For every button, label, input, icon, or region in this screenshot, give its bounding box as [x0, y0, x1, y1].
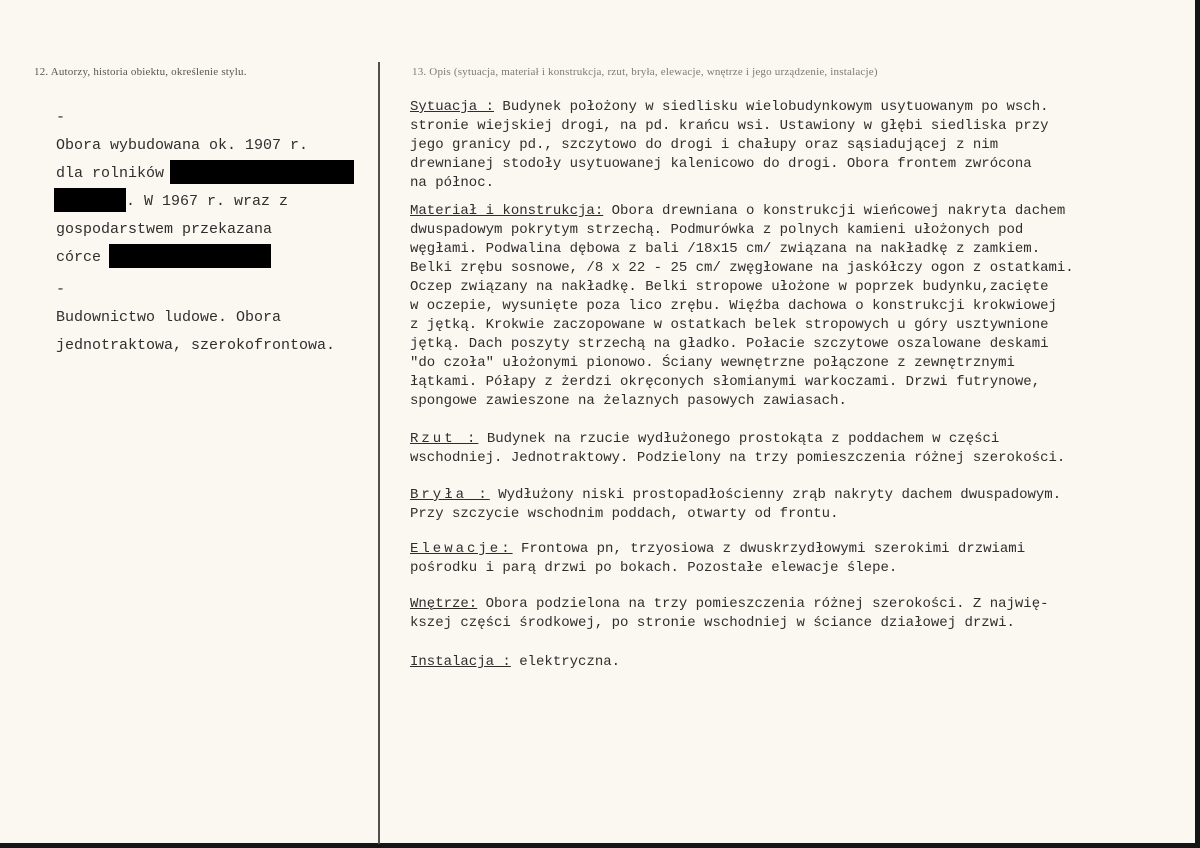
text-line: kszej części środkowej, po stronie wschodniej w ściance działowej drzwi.: [410, 615, 1015, 631]
text-line: Wnętrze: Obora podzielona na trzy pomieszczenia różnej szerokości. Z najwię-: [410, 596, 1049, 612]
text-line: na północ.: [410, 175, 495, 191]
text-line: dwuspadowym pokrytym strzechą. Podmurówka z polnych kamieni ułożonych pod: [410, 222, 1024, 238]
text-line: łątkami. Półapy z żerdzi okręconych słomianymi warkoczami. Drzwi futrynowe,: [410, 374, 1041, 390]
redaction-daughter-name: [109, 244, 271, 268]
text-line: Bryła : Wydłużony niski prostopadłościenny zrąb nakryty dachem dwuspadowym.: [410, 487, 1062, 503]
text-line: Instalacja : elektryczna.: [410, 654, 621, 670]
history-line-5-text: córce: [56, 249, 102, 266]
section-sytuacja: [410, 98, 1190, 193]
history-item-construction: [34, 104, 364, 272]
text-line: jętką. Dach poszyty strzechą na gładko. Połacie szczytowe oszalowane deskami: [410, 336, 1049, 352]
history-line-4: gospodarstwem przekazana: [56, 221, 273, 238]
column-divider: [378, 62, 380, 844]
label-wnetrze: Wnętrze:: [410, 596, 478, 612]
section-instalacja: [410, 653, 1190, 672]
text-line: "do czoła" ułożonymi pionowo. Ściany wewnętrzne połączone z zewnętrznymi: [410, 355, 1015, 371]
page-edge-right: [1195, 0, 1200, 848]
history-item-style: [34, 276, 364, 360]
redaction-owner-surname: [54, 188, 126, 212]
history-line-2: [56, 160, 364, 188]
label-rzut: Rzut :: [410, 431, 479, 447]
text-line: jego granicy pd., szczytowo do drogi i chałupy oraz sąsiadującej z nim: [410, 137, 999, 153]
text-line: w oczepie, wysunięte poza lico zrębu. Więźba dachowa o konstrukcji krokwiowej: [410, 298, 1057, 314]
section-wnetrze: [410, 595, 1190, 633]
text-line: z jętką. Krokwie zaczopowane w ostatkach belek stropowych u góry usztywnione: [410, 317, 1049, 333]
text-line: pośrodku i parą drzwi po bokach. Pozostałe elewacje ślepe.: [410, 560, 898, 576]
label-sytuacja: Sytuacja :: [410, 99, 495, 115]
text-line: Elewacje: Frontowa pn, trzyosiowa z dwuskrzydłowymi szerokimi drzwiami: [410, 541, 1026, 557]
section-elewacje: [410, 540, 1190, 578]
text-line: spongowe zawieszone na żelaznych pasowych zawiasach.: [410, 393, 847, 409]
style-line-2: jednotraktowa, szerokofrontowa.: [56, 337, 336, 354]
text-line: Oczep związany na nakładkę. Belki stropowe ułożone w poprzek budynku,zacięte: [410, 279, 1049, 295]
section-12-header: 12. Autorzy, historia obiektu, określenie stylu.: [34, 66, 247, 78]
text-line: Sytuacja : Budynek położony w siedlisku wielobudynkowym usytuowanym po wsch.: [410, 99, 1049, 115]
text-line: drewnianej stodoły usytuowanej kalenicowo do drogi. Obora frontem zwrócona: [410, 156, 1032, 172]
text-line: stronie wiejskiej drogi, na pd. krańcu wsi. Ustawiony w głębi siedliska przy: [410, 118, 1049, 134]
text-line: węgłami. Podwalina dębowa z bali /18x15 cm/ związana na nakładkę z zamkiem.: [410, 241, 1041, 257]
history-line-5: [56, 244, 364, 272]
label-material: Materiał i konstrukcja:: [410, 203, 604, 219]
history-line-2-text: dla rolników: [56, 165, 165, 182]
history-line-3-text: . W 1967 r. wraz z: [126, 193, 289, 210]
label-elewacje: Elewacje:: [410, 541, 513, 557]
redaction-owner-names: [170, 160, 354, 184]
history-line-3: [56, 188, 364, 216]
text-line: Przy szczycie wschodnim poddach, otwarty od frontu.: [410, 506, 839, 522]
text-line: wschodniej. Jednotraktowy. Podzielony na trzy pomieszczenia różnej szerokości.: [410, 450, 1066, 466]
history-list: [34, 104, 364, 360]
page-edge-bottom: [0, 843, 1200, 848]
style-line-1: Budownictwo ludowe. Obora: [56, 309, 282, 326]
bullet-dash: -: [56, 281, 66, 298]
text-line: Belki zrębu sosnowe, /8 x 22 - 25 cm/ zwęgłowane na jaskółczy ogon z ostatkami.: [410, 260, 1074, 276]
bullet-dash: -: [56, 109, 66, 126]
section-material: [410, 202, 1190, 411]
section-13-header: 13. Opis (sytuacja, materiał i konstrukcja, rzut, bryła, elewacje, wnętrze i jego urządzenie, instalacje): [412, 66, 878, 78]
description-column: [410, 98, 1190, 672]
section-bryla: [410, 486, 1190, 524]
label-bryla: Bryła :: [410, 487, 490, 503]
text-line: Rzut : Budynek na rzucie wydłużonego prostokąta z poddachem w części: [410, 431, 1000, 447]
section-rzut: [410, 430, 1190, 468]
text-line: Materiał i konstrukcja: Obora drewniana o konstrukcji wieńcowej nakryta dachem: [410, 203, 1066, 219]
history-line-1: Obora wybudowana ok. 1907 r.: [56, 137, 309, 154]
label-instalacja: Instalacja :: [410, 654, 511, 670]
